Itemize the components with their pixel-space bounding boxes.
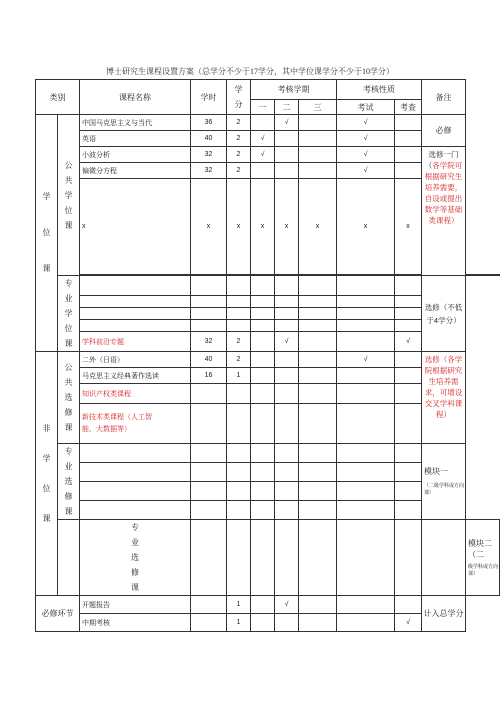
- course-check: [395, 147, 422, 163]
- course-credit: 1: [227, 368, 251, 384]
- course-term-1: [251, 332, 275, 352]
- header-nature: 考核性质: [337, 80, 422, 100]
- course-check: [395, 115, 422, 131]
- course-term-1: [251, 352, 275, 368]
- empty-cell: [80, 308, 191, 320]
- empty-cell: [299, 520, 337, 596]
- empty-cell: [299, 444, 337, 463]
- course-check: √: [395, 332, 422, 352]
- course-credit: 2: [227, 163, 251, 179]
- course-term-2: [275, 163, 299, 179]
- group-major-elective-2: [80, 520, 191, 596]
- course-check: [395, 368, 422, 384]
- empty-cell: [251, 384, 275, 404]
- empty-cell: [227, 384, 251, 404]
- group-public-elective-text: 公共选修课: [64, 363, 73, 432]
- empty-cell: [191, 444, 227, 463]
- course-exam: √: [337, 163, 395, 179]
- course-exam: x: [337, 179, 395, 275]
- empty-cell: [337, 614, 395, 632]
- empty-cell: [275, 404, 299, 444]
- course-term-3: [299, 115, 337, 131]
- empty-cell: [299, 276, 337, 296]
- course-name: x: [80, 179, 191, 275]
- empty-cell: [251, 404, 275, 444]
- empty-cell: [422, 520, 466, 596]
- table-row: [36, 352, 500, 368]
- empty-cell: [191, 482, 227, 501]
- empty-cell: [395, 596, 422, 614]
- empty-cell: [395, 501, 422, 520]
- empty-cell: [299, 596, 337, 614]
- course-term-1: √: [251, 147, 275, 163]
- course-term-2: [275, 131, 299, 147]
- course-term-1: [251, 115, 275, 131]
- course-exam: [337, 368, 395, 384]
- course-hours: 16: [191, 368, 227, 384]
- empty-cell: [191, 520, 227, 596]
- course-credit: 2: [227, 332, 251, 352]
- course-hours: 32: [191, 332, 227, 352]
- empty-cell: [275, 296, 299, 308]
- course-term-1: [251, 368, 275, 384]
- empty-cell: [80, 501, 191, 520]
- header-course-name: 课程名称: [80, 80, 191, 115]
- empty-cell: [251, 463, 275, 482]
- course-term-2: x: [275, 179, 299, 275]
- course-credit: 1: [227, 614, 251, 632]
- empty-cell: [80, 276, 191, 296]
- course-name: 知识产权类课程: [80, 384, 191, 404]
- course-name: 学科前沿专题: [80, 332, 191, 352]
- group-degree-text: 学位课: [42, 192, 51, 273]
- remark-module-1: [422, 444, 466, 520]
- course-hours: 40: [191, 131, 227, 147]
- empty-cell: [299, 482, 337, 501]
- group-public-elective: [58, 352, 80, 444]
- empty-cell: [251, 276, 275, 296]
- empty-cell: [299, 501, 337, 520]
- course-term-3: [299, 131, 337, 147]
- course-term-3: [299, 332, 337, 352]
- empty-cell: [337, 482, 395, 501]
- empty-cell: [275, 308, 299, 320]
- empty-cell: [299, 308, 337, 320]
- course-credit: x: [227, 179, 251, 275]
- empty-cell: [227, 520, 251, 596]
- empty-cell: [227, 501, 251, 520]
- course-hours: 40: [191, 352, 227, 368]
- empty-cell: [299, 404, 337, 444]
- empty-cell: [337, 384, 395, 404]
- course-hours: 32: [191, 147, 227, 163]
- empty-cell: [251, 296, 275, 308]
- empty-cell: [227, 463, 251, 482]
- empty-cell: [275, 614, 299, 632]
- remark-public-b: 各学院可根据研究生培养需要，自设或提出数学等基础类课程）: [424, 161, 463, 225]
- empty-cell: [191, 320, 227, 332]
- empty-cell: [80, 296, 191, 308]
- course-term-3: x: [299, 179, 337, 275]
- empty-cell: [275, 444, 299, 463]
- empty-cell: [227, 308, 251, 320]
- empty-cell: [395, 463, 422, 482]
- table-row: [36, 115, 500, 131]
- empty-cell: [275, 463, 299, 482]
- course-check: [395, 131, 422, 147]
- course-credit: 2: [227, 115, 251, 131]
- course-name: 开题报告: [80, 596, 191, 614]
- course-check: [395, 163, 422, 179]
- empty-cell: [299, 463, 337, 482]
- module-1-sub: （二级学科或方向课）: [424, 483, 465, 496]
- empty-cell: [191, 463, 227, 482]
- course-check: x: [395, 179, 422, 275]
- course-check: √: [395, 614, 422, 632]
- course-hours: 36: [191, 115, 227, 131]
- empty-cell: [275, 320, 299, 332]
- remark-major-degree: 选修（不低于4学分）: [422, 276, 466, 352]
- header-credit-text: 学分: [234, 85, 243, 109]
- group-degree: [36, 115, 58, 352]
- empty-cell: [251, 444, 275, 463]
- module-2-sub: 级学科或方向课）: [468, 563, 499, 577]
- course-name: 中期考核: [80, 614, 191, 632]
- table-title: 博士研究生课程设置方案（总学分不少于17学分，其中学位课学分不少于10学分）: [106, 67, 394, 76]
- course-credit: 1: [227, 596, 251, 614]
- course-hours: 32: [191, 163, 227, 179]
- remark-elective: 选修（各学院根据研究生培养需求，可增设交叉学科课程）: [422, 352, 466, 444]
- empty-cell: [227, 482, 251, 501]
- course-exam: [337, 332, 395, 352]
- group-major-degree: [58, 276, 80, 352]
- table-row: [36, 147, 500, 163]
- course-term-2: √: [275, 596, 299, 614]
- empty-cell: [191, 308, 227, 320]
- course-name: 二外（日语）: [80, 352, 191, 368]
- header-check: 考查: [395, 100, 422, 115]
- group-non-degree: [36, 352, 58, 596]
- course-name: 英语: [80, 131, 191, 147]
- empty-cell: [395, 520, 422, 596]
- table-row: [36, 596, 500, 614]
- empty-cell: [299, 296, 337, 308]
- course-name: 新技术类课程（人工智能、大数据等）: [80, 404, 191, 444]
- group-public-degree-text: 公共学位课: [64, 160, 73, 230]
- course-term-2: √: [275, 115, 299, 131]
- empty-cell: [337, 596, 395, 614]
- empty-cell: [299, 320, 337, 332]
- empty-cell: [299, 614, 337, 632]
- course-exam: √: [337, 115, 395, 131]
- header-remark: 备注: [422, 80, 466, 115]
- empty-cell: [191, 614, 227, 632]
- header-hours: 学时: [191, 80, 227, 115]
- empty-cell: [337, 308, 395, 320]
- empty-cell: [395, 384, 422, 404]
- empty-cell: [395, 404, 422, 444]
- course-name: 偏微分方程: [80, 163, 191, 179]
- course-hours: x: [191, 179, 227, 275]
- empty-cell: [337, 296, 395, 308]
- group-major-elective-1: [58, 444, 80, 520]
- remark-credit: 计入总学分: [422, 596, 466, 632]
- empty-cell: [337, 276, 395, 296]
- course-credit: 2: [227, 352, 251, 368]
- course-name: 小波分析: [80, 147, 191, 163]
- header-term-3: 三: [299, 100, 337, 115]
- course-term-2: √: [275, 332, 299, 352]
- course-term-3: [299, 368, 337, 384]
- course-credit: 2: [227, 147, 251, 163]
- empty-cell: [80, 444, 191, 463]
- remark-module-2: [466, 520, 500, 596]
- header-credit: [227, 80, 251, 115]
- group-public-degree: [58, 115, 80, 276]
- course-exam: √: [337, 131, 395, 147]
- course-term-2: [275, 147, 299, 163]
- empty-cell: [251, 320, 275, 332]
- empty-cell: [191, 296, 227, 308]
- empty-cell: [191, 276, 227, 296]
- empty-cell: [275, 482, 299, 501]
- group-non-degree-text: 非学位课: [42, 423, 51, 523]
- course-term-1: x: [251, 179, 275, 275]
- empty-cell: [191, 384, 227, 404]
- table-row: [36, 520, 500, 596]
- module-2-label: 模块二（二: [468, 538, 492, 559]
- group-major-elective-2-text: 专业选修课: [131, 523, 139, 592]
- table-row: [36, 276, 500, 296]
- empty-cell: [275, 384, 299, 404]
- empty-cell: [337, 463, 395, 482]
- course-term-3: [299, 163, 337, 179]
- empty-cell: [395, 320, 422, 332]
- empty-cell: [337, 444, 395, 463]
- remark-required: 必修: [422, 115, 466, 147]
- group-major-elective-1-text: 专业选修课: [64, 447, 73, 516]
- empty-cell: [395, 444, 422, 463]
- empty-cell: [337, 404, 395, 444]
- course-term-2: [275, 352, 299, 368]
- empty-cell: [337, 520, 395, 596]
- empty-cell: [227, 276, 251, 296]
- header-term-1: 一: [251, 100, 275, 115]
- empty-cell: [251, 308, 275, 320]
- empty-cell: [227, 404, 251, 444]
- remark-public-degree: [422, 147, 466, 276]
- empty-cell: [191, 501, 227, 520]
- empty-cell: [395, 308, 422, 320]
- empty-cell: [80, 463, 191, 482]
- course-check: [395, 352, 422, 368]
- empty-cell: [299, 384, 337, 404]
- header-term: 考核学期: [251, 80, 337, 100]
- course-table: [35, 79, 500, 632]
- module-1-label: 模块一: [424, 467, 448, 476]
- remark-public-a: 选修一门（: [424, 150, 459, 170]
- empty-cell: [395, 296, 422, 308]
- course-name: 中国马克思主义与当代: [80, 115, 191, 131]
- empty-cell: [191, 404, 227, 444]
- empty-cell: [227, 444, 251, 463]
- empty-cell: [227, 320, 251, 332]
- header-term-2: 二: [275, 100, 299, 115]
- empty-cell: [251, 501, 275, 520]
- course-term-1: [251, 163, 275, 179]
- empty-cell: [191, 596, 227, 614]
- empty-cell: [227, 296, 251, 308]
- empty-cell: [337, 501, 395, 520]
- group-major-degree-text: 专业学位课: [64, 279, 73, 348]
- empty-cell: [251, 482, 275, 501]
- course-exam: √: [337, 147, 395, 163]
- course-name: 马克思主义经典著作选读: [80, 368, 191, 384]
- table-row: [36, 444, 500, 463]
- empty-cell: [275, 520, 299, 596]
- empty-cell: [251, 596, 275, 614]
- course-exam: √: [337, 352, 395, 368]
- course-term-1: √: [251, 131, 275, 147]
- empty-cell: [80, 320, 191, 332]
- empty-cell: [275, 501, 299, 520]
- course-term-3: [299, 147, 337, 163]
- header-category: 类别: [36, 80, 80, 115]
- empty-cell: [275, 276, 299, 296]
- empty-cell: [395, 276, 422, 296]
- empty-cell: [251, 614, 275, 632]
- empty-cell: [251, 520, 275, 596]
- empty-cell: [80, 482, 191, 501]
- empty-cell: [395, 482, 422, 501]
- header-exam: 考试: [337, 100, 395, 115]
- empty-cell: [337, 320, 395, 332]
- group-required: 必修环节: [36, 596, 80, 632]
- group-major-elective-2-outer: [58, 520, 80, 596]
- empty-cell: [466, 275, 500, 276]
- course-credit: 2: [227, 131, 251, 147]
- course-term-2: [275, 368, 299, 384]
- course-term-3: [299, 352, 337, 368]
